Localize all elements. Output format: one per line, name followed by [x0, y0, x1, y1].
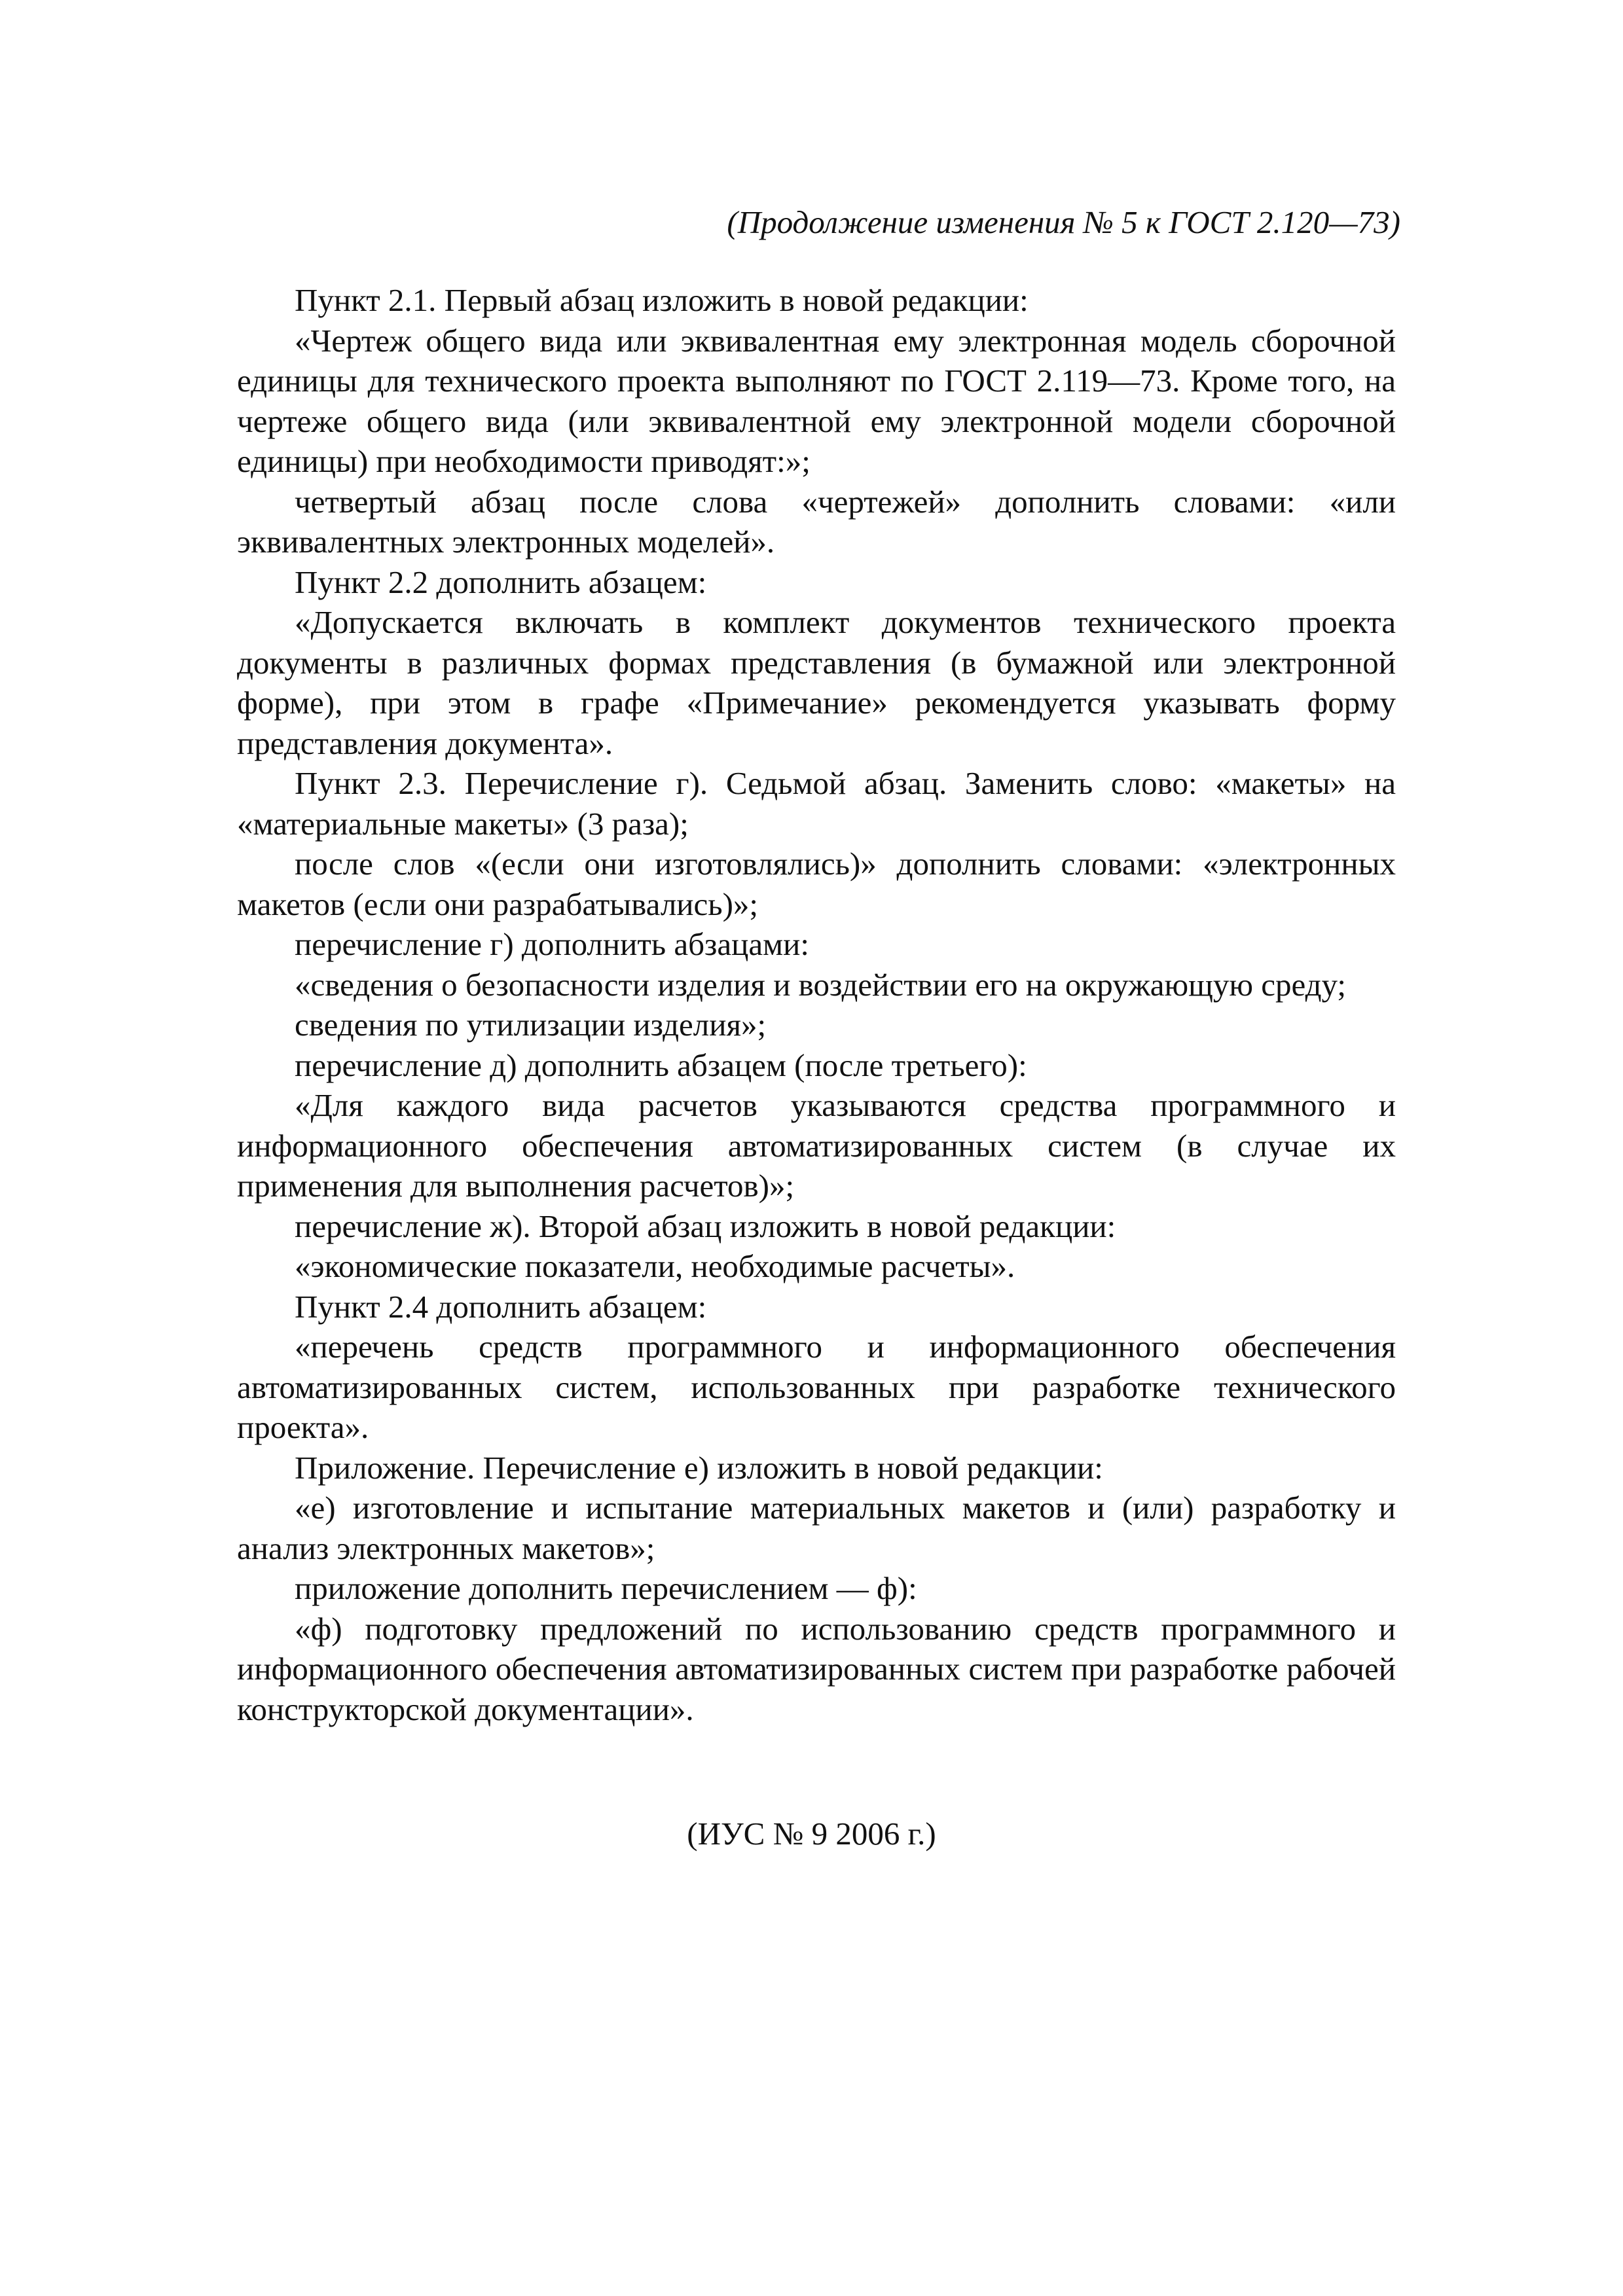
publication-reference: (ИУС № 9 2006 г.)	[687, 1816, 936, 1852]
paragraph: перечисление д) дополнить абзацем (после третьего):	[295, 1047, 1027, 1083]
paragraph: «Для каждого вида расчетов указываются средства программного и информационного обеспечения автоматизированных систем (в случае их применения для выполнения расчетов)»;	[237, 1087, 1396, 1204]
paragraph: «е) изготовление и испытание материальных макетов и (или) разработку и анализ электронных макетов»;	[237, 1490, 1396, 1566]
document-body	[237, 280, 1396, 1729]
paragraph: Пункт 2.3. Перечисление г). Седьмой абзац. Заменить слово: «макеты» на «материальные макеты» (3 раза);	[237, 765, 1396, 842]
paragraph: перечисление ж). Второй абзац изложить в новой редакции:	[295, 1208, 1116, 1244]
paragraph: «сведения о безопасности изделия и воздействии его на окружающую среду;	[295, 966, 1346, 1003]
paragraph: сведения по утилизации изделия»;	[295, 1007, 767, 1043]
paragraph: «перечень средств программного и информационного обеспечения автоматизированных систем, использованных при разработке технического проекта».	[237, 1329, 1396, 1445]
paragraph: «Допускается включать в комплект документов технического проекта документы в различных формах представления (в бумажной или электронной форме), при этом в графе «Примечание» рекомендуется указывать форму представления документа».	[237, 604, 1396, 761]
paragraph: «ф) подготовку предложений по использованию средств программного и информационного обеспечения автоматизированных систем при разработке рабочей конструкторской документации».	[237, 1610, 1396, 1727]
paragraph: перечисление г) дополнить абзацами:	[295, 926, 809, 962]
paragraph: «экономические показатели, необходимые расчеты».	[295, 1248, 1015, 1284]
paragraph: приложение дополнить перечислением — ф):	[295, 1570, 917, 1606]
page-header: (Продолжение изменения № 5 к ГОСТ 2.120—73)	[727, 204, 1400, 240]
paragraph: Пункт 2.1. Первый абзац изложить в новой редакции:	[295, 282, 1029, 318]
paragraph: после слов «(если они изготовлялись)» дополнить словами: «электронных макетов (если они разрабатывались)»;	[237, 846, 1396, 922]
paragraph: Пункт 2.2 дополнить абзацем:	[295, 564, 707, 600]
paragraph: Пункт 2.4 дополнить абзацем:	[295, 1288, 707, 1325]
paragraph: Приложение. Перечисление е) изложить в новой редакции:	[295, 1449, 1103, 1486]
paragraph: четвертый абзац после слова «чертежей» дополнить словами: «или эквивалентных электронных моделей».	[237, 483, 1396, 560]
paragraph: «Чертеж общего вида или эквивалентная ему электронная модель сборочной единицы для технического проекта выполняют по ГОСТ 2.119—73. Кроме того, на чертеже общего вида (или эквивалентной ему электронной модели сборочной единицы) при необходимости приводят:»;	[237, 322, 1396, 479]
